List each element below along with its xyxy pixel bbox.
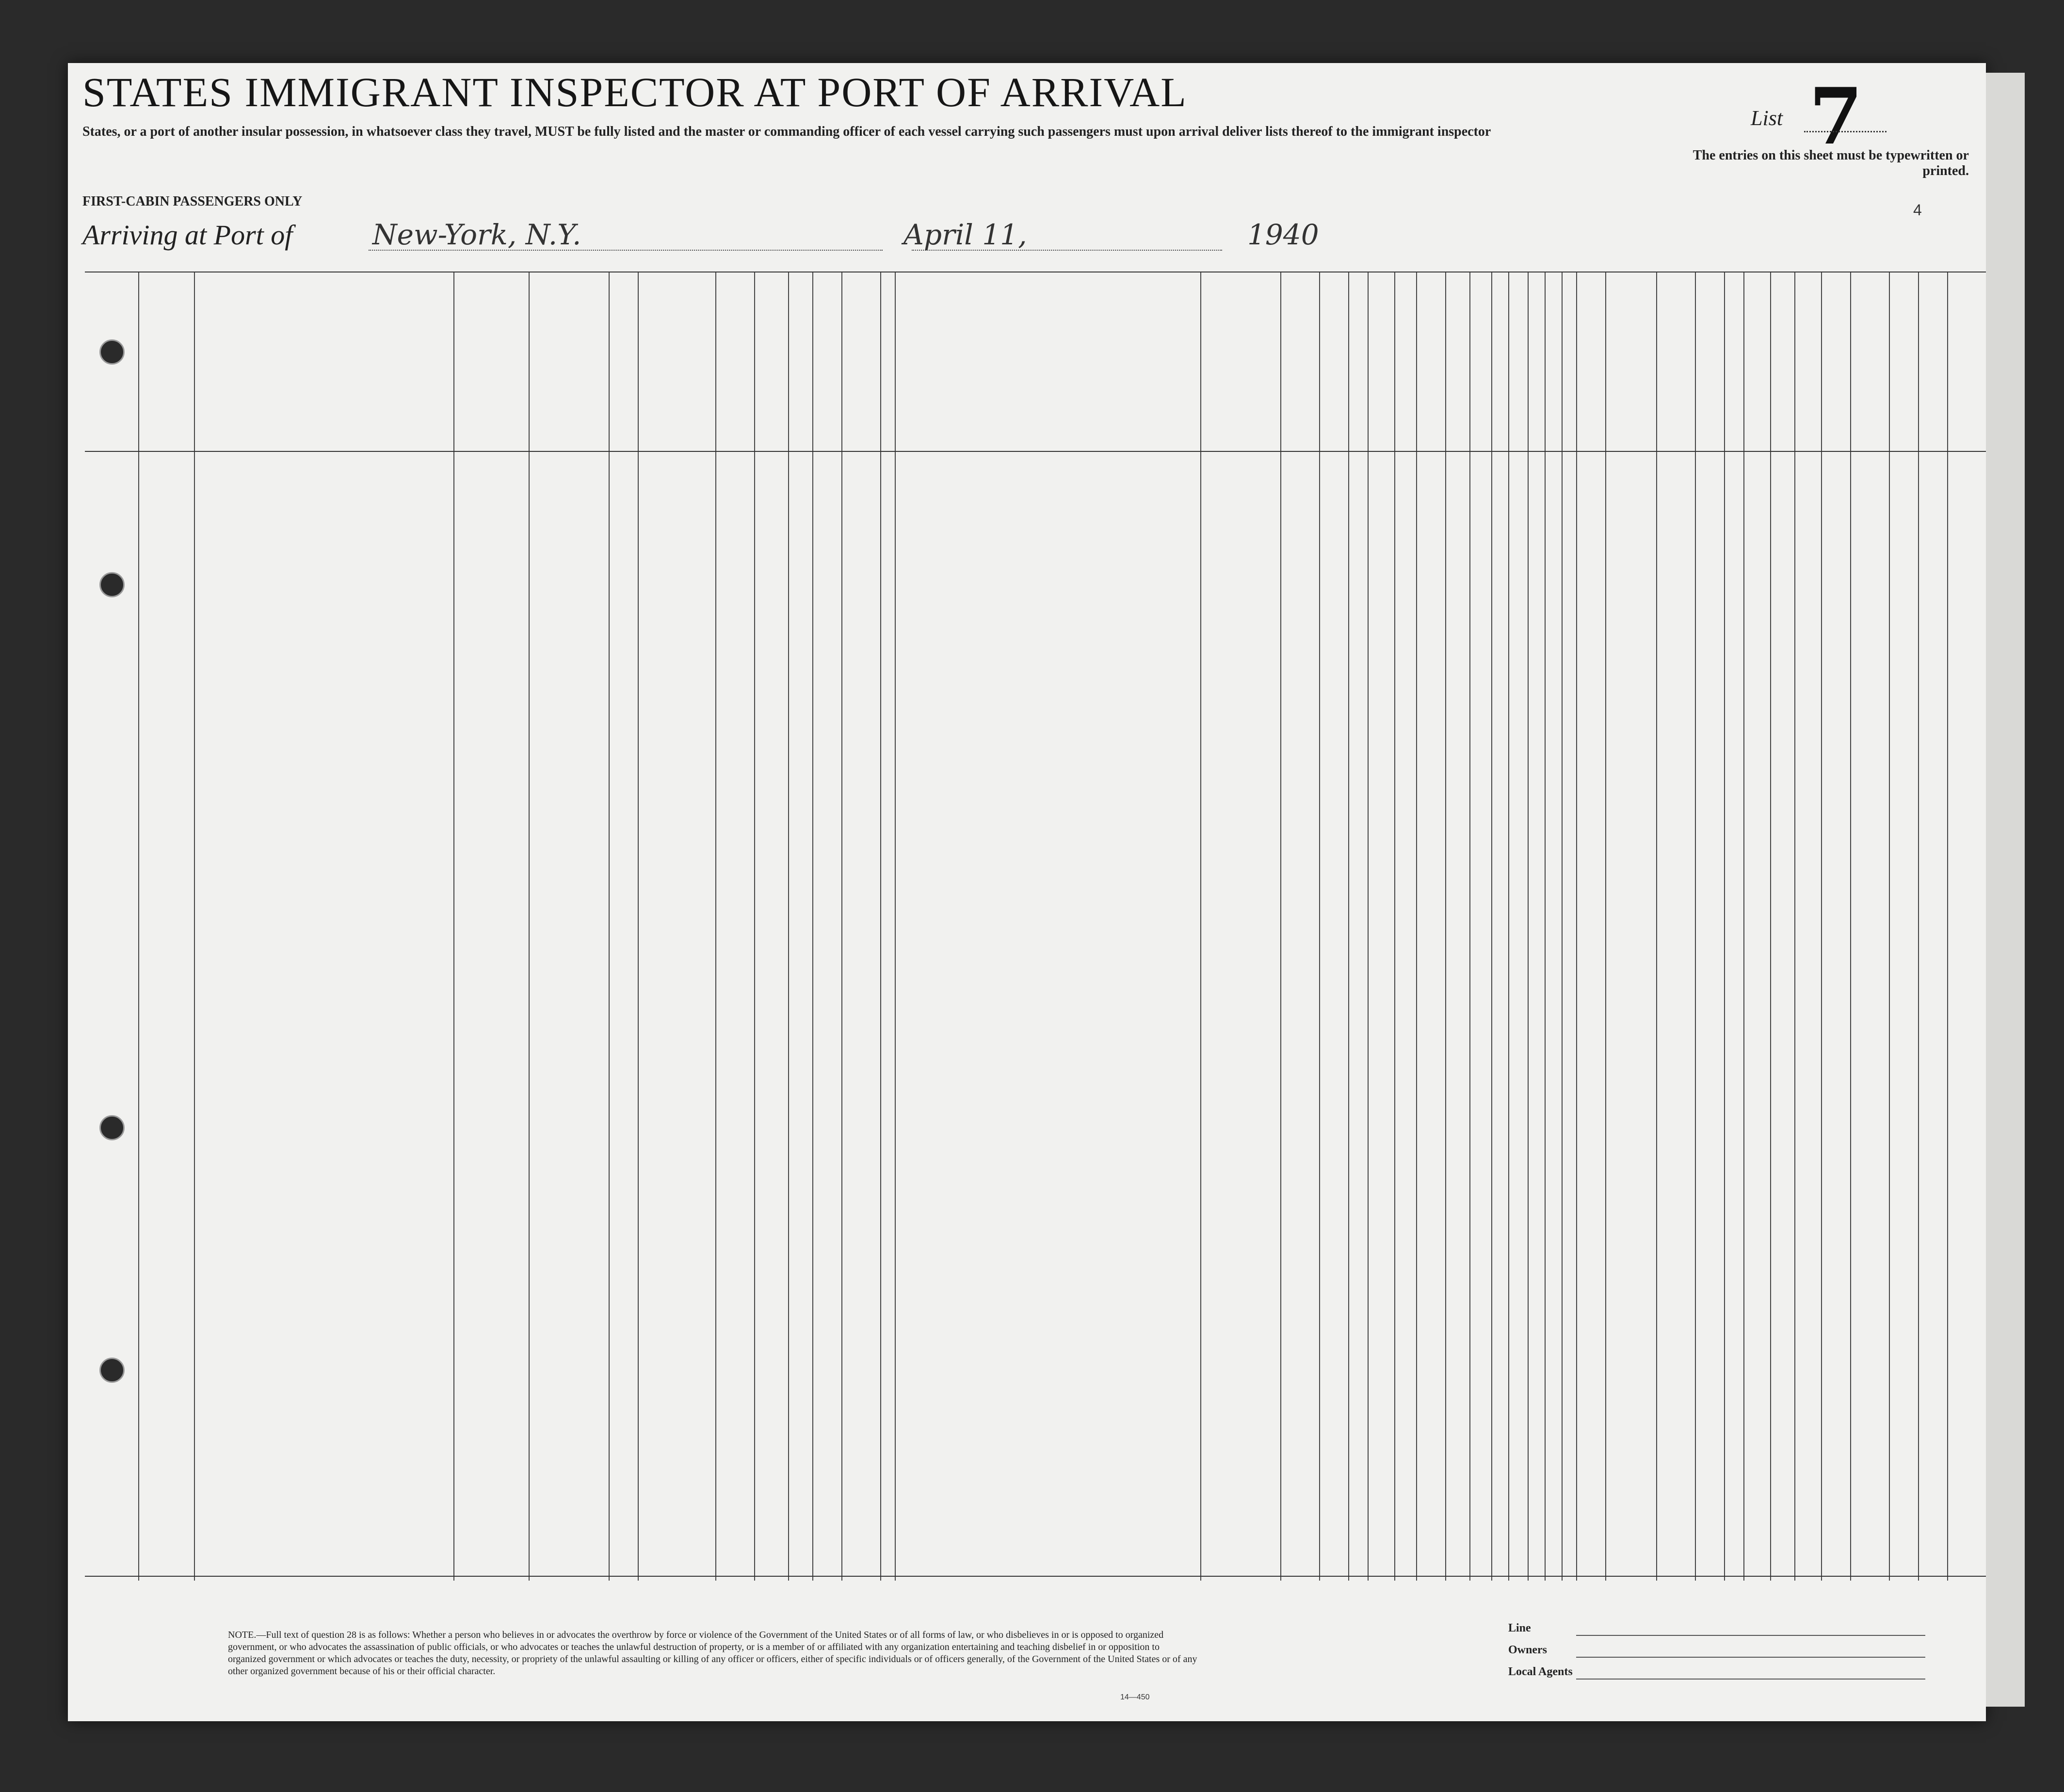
footnote: NOTE.—Full text of question 28 is as follows: Whether a person who believes in or advocates the overthrow by force or violence of the Government of the United States or of all forms of law, or who disbelieves in or is opposed to organized government, or who advocates the assassination of public officials, or who advocates or teaches the unlawful destruction of property, or is a member of or affiliated with any organization entertaining and teaching disbelief in or opposition to organized government or which advocates or teaches the duty, necessity, or propriety of the unlawful assaulting or killing of any officer or officers, either of specific individuals or of officers generally, of the Government of the United States or of any other organized government because of his or their official character. xyxy=(228,1630,1197,1677)
column-rule xyxy=(1889,272,1890,1581)
form-number: 14—450 xyxy=(1120,1693,1150,1701)
column-rule xyxy=(1280,272,1281,1581)
sheet-edge xyxy=(1986,73,2025,1707)
date-value: April 11, xyxy=(903,218,1027,251)
manifest-table xyxy=(85,272,1986,1581)
list-underline xyxy=(1804,131,1887,132)
column-rule xyxy=(529,272,530,1581)
line-field xyxy=(1576,1635,1925,1636)
table-bottom-rule xyxy=(85,1576,1986,1577)
column-rule xyxy=(453,272,454,1581)
column-rule xyxy=(1469,272,1470,1581)
column-rule xyxy=(1200,272,1201,1581)
list-number: 7 xyxy=(1809,71,1863,162)
column-rule xyxy=(1416,272,1417,1581)
column-rule xyxy=(880,272,881,1581)
owners-field xyxy=(1576,1657,1925,1658)
column-rule xyxy=(812,272,813,1581)
port-value: New-York, N.Y. xyxy=(372,218,581,251)
column-rule xyxy=(1794,272,1795,1581)
column-rule xyxy=(1695,272,1696,1581)
page-title: STATES IMMIGRANT INSPECTOR AT PORT OF ARRIVAL xyxy=(82,69,1187,115)
agents-label: Local Agents xyxy=(1508,1665,1573,1678)
list-label: List xyxy=(1751,106,1783,130)
page-number: 4 xyxy=(1913,201,1922,219)
line-label: Line xyxy=(1508,1622,1531,1634)
column-rule xyxy=(1743,272,1744,1581)
year-value: 1940 xyxy=(1247,218,1319,251)
column-rule xyxy=(1724,272,1725,1581)
column-rule xyxy=(1508,272,1509,1581)
column-rule xyxy=(1348,272,1349,1581)
column-rule xyxy=(1770,272,1771,1581)
instructions: States, or a port of another insular possession, in whatsoever class they travel, MUST be fully listed and the master or commanding officer of each vessel carrying such passengers must upon arrival deliver lists thereof to the immigrant inspector xyxy=(82,124,1491,139)
column-rule xyxy=(841,272,842,1581)
port-underline xyxy=(369,250,883,251)
column-rule xyxy=(1947,272,1948,1581)
column-rule xyxy=(715,272,716,1581)
header-bottom-rule xyxy=(85,451,1986,452)
agents-field xyxy=(1576,1679,1925,1680)
column-rule xyxy=(754,272,755,1581)
column-rule xyxy=(895,272,896,1581)
column-rule xyxy=(138,272,139,1581)
column-rule xyxy=(1656,272,1657,1581)
column-rule xyxy=(1528,272,1529,1581)
column-rule xyxy=(1918,272,1919,1581)
date-underline xyxy=(912,250,1222,251)
column-rule xyxy=(788,272,789,1581)
column-rule xyxy=(609,272,610,1581)
column-rule xyxy=(194,272,195,1581)
column-rule xyxy=(1576,272,1577,1581)
column-rule xyxy=(638,272,639,1581)
column-rule xyxy=(1319,272,1320,1581)
arriving-label: Arriving at Port of xyxy=(82,219,293,251)
column-rule xyxy=(1445,272,1446,1581)
entries-note: The entries on this sheet must be typewritten or printed. xyxy=(1693,148,1969,178)
column-rule xyxy=(1562,272,1563,1581)
column-rule xyxy=(1605,272,1606,1581)
column-rule xyxy=(1545,272,1546,1581)
column-rule xyxy=(1850,272,1851,1581)
column-rule xyxy=(1368,272,1369,1581)
column-rule xyxy=(1821,272,1822,1581)
column-rule xyxy=(1394,272,1395,1581)
owners-label: Owners xyxy=(1508,1644,1547,1656)
first-cabin-label: FIRST-CABIN PASSENGERS ONLY xyxy=(82,194,303,209)
arriving-line xyxy=(82,218,1319,251)
column-rule xyxy=(1491,272,1492,1581)
